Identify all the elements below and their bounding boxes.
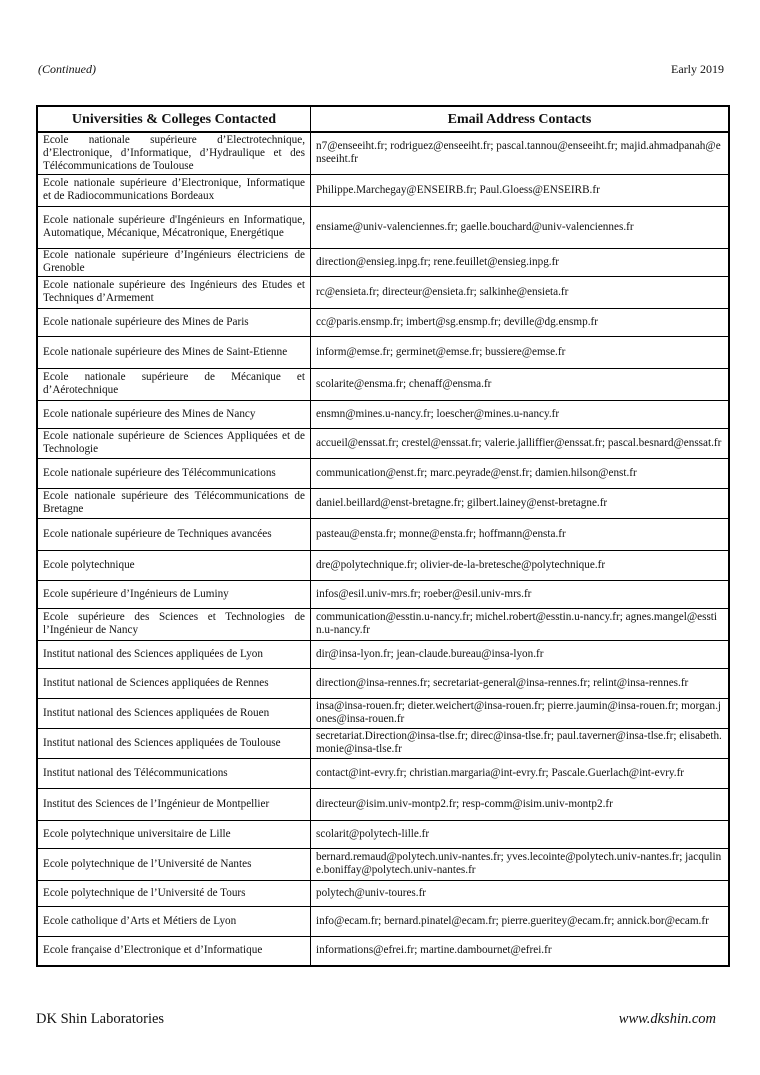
table-row: [37, 400, 729, 428]
email-cell: daniel.beillard@enst-bretagne.fr; gilbert.lainey@enst-bretagne.fr: [311, 488, 730, 518]
table-body: [37, 132, 729, 966]
email-cell: polytech@univ-toures.fr: [311, 880, 730, 906]
email-cell: secretariat.Direction@insa-tlse.fr; direc@insa-tlse.fr; paul.taverner@insa-tlse.fr; elisabeth.monie@insa-tlse.fr: [311, 728, 730, 758]
email-cell: Philippe.Marchegay@ENSEIRB.fr; Paul.Gloess@ENSEIRB.fr: [311, 174, 730, 206]
university-cell: Ecole nationale supérieure des Télécommunications de Bretagne: [37, 488, 311, 518]
university-cell: Ecole nationale supérieure des Mines de Nancy: [37, 400, 311, 428]
university-cell: Ecole nationale supérieure d’Electronique, Informatique et de Radiocommunications Bordeaux: [37, 174, 311, 206]
table-row: [37, 518, 729, 550]
university-cell: Ecole nationale supérieure des Mines de Paris: [37, 308, 311, 336]
email-cell: informations@efrei.fr; martine.dambournet@efrei.fr: [311, 936, 730, 966]
university-cell: Ecole supérieure d’Ingénieurs de Luminy: [37, 580, 311, 608]
contacts-table: [36, 105, 730, 967]
university-cell: Institut des Sciences de l’Ingénieur de Montpellier: [37, 788, 311, 820]
email-cell: scolarit@polytech-lille.fr: [311, 820, 730, 848]
table-row: [37, 640, 729, 668]
table-row: [37, 488, 729, 518]
email-cell: scolarite@ensma.fr; chenaff@ensma.fr: [311, 368, 730, 400]
table-row: [37, 206, 729, 248]
table-row: [37, 368, 729, 400]
university-cell: Ecole catholique d’Arts et Métiers de Lyon: [37, 906, 311, 936]
table-row: [37, 308, 729, 336]
table-row: [37, 848, 729, 880]
university-cell: Institut national des Sciences appliquées de Toulouse: [37, 728, 311, 758]
email-cell: dir@insa-lyon.fr; jean-claude.bureau@insa-lyon.fr: [311, 640, 730, 668]
date-label: Early 2019: [671, 62, 724, 76]
column-header-emails: Email Address Contacts: [311, 106, 730, 132]
email-cell: insa@insa-rouen.fr; dieter.weichert@insa-rouen.fr; pierre.jaumin@insa-rouen.fr; morgan.jones@insa-rouen.fr: [311, 698, 730, 728]
email-cell: infos@esil.univ-mrs.fr; roeber@esil.univ-mrs.fr: [311, 580, 730, 608]
continued-label: (Continued): [38, 62, 96, 76]
university-cell: Ecole nationale supérieure de Techniques avancées: [37, 518, 311, 550]
university-cell: Ecole nationale supérieure d’Ingénieurs électriciens de Grenoble: [37, 248, 311, 276]
university-cell: Ecole nationale supérieure d'Ingénieurs en Informatique, Automatique, Mécanique, Mécatronique, Energétique: [37, 206, 311, 248]
table-row: [37, 698, 729, 728]
table-row: [37, 276, 729, 308]
university-cell: Ecole nationale supérieure de Sciences Appliquées et de Technologie: [37, 428, 311, 458]
email-cell: accueil@enssat.fr; crestel@enssat.fr; valerie.jalliffier@enssat.fr; pascal.besnard@enssat.fr: [311, 428, 730, 458]
table-row: [37, 550, 729, 580]
email-cell: directeur@isim.univ-montp2.fr; resp-comm@isim.univ-montp2.fr: [311, 788, 730, 820]
table-row: [37, 668, 729, 698]
table-row: [37, 820, 729, 848]
email-cell: communication@esstin.u-nancy.fr; michel.robert@esstin.u-nancy.fr; agnes.mangel@esstin.u-nancy.fr: [311, 608, 730, 640]
footer-company: DK Shin Laboratories: [36, 1011, 165, 1027]
university-cell: Institut national des Sciences appliquées de Rouen: [37, 698, 311, 728]
email-cell: dre@polytechnique.fr; olivier-de-la-bretesche@polytechnique.fr: [311, 550, 730, 580]
university-cell: Ecole nationale supérieure de Mécanique et d’Aérotechnique: [37, 368, 311, 400]
table-row: [37, 906, 729, 936]
university-cell: Ecole polytechnique de l’Université de Nantes: [37, 848, 311, 880]
university-cell: Ecole polytechnique universitaire de Lille: [37, 820, 311, 848]
table-row: [37, 788, 729, 820]
table-row: [37, 608, 729, 640]
university-cell: Ecole française d’Electronique et d’Informatique: [37, 936, 311, 966]
university-cell: Ecole nationale supérieure d’Electrotechnique, d’Electronique, d’Informatique, d’Hydraulique et des Télécommunications de Toulouse: [37, 132, 311, 174]
table-row: [37, 880, 729, 906]
table-row: [37, 248, 729, 276]
email-cell: direction@insa-rennes.fr; secretariat-general@insa-rennes.fr; relint@insa-rennes.fr: [311, 668, 730, 698]
table-header-row: [37, 106, 729, 132]
university-cell: Institut national des Télécommunications: [37, 758, 311, 788]
table-row: [37, 936, 729, 966]
email-cell: bernard.remaud@polytech.univ-nantes.fr; yves.lecointe@polytech.univ-nantes.fr; jacquline.boniffay@polytech.univ-nantes.fr: [311, 848, 730, 880]
table-row: [37, 428, 729, 458]
column-header-universities: Universities & Colleges Contacted: [37, 106, 311, 132]
table-row: [37, 758, 729, 788]
footer-website: www.dkshin.com: [618, 1011, 716, 1027]
table-row: [37, 174, 729, 206]
university-cell: Ecole polytechnique de l’Université de Tours: [37, 880, 311, 906]
university-cell: Ecole nationale supérieure des Télécommunications: [37, 458, 311, 488]
email-cell: communication@enst.fr; marc.peyrade@enst.fr; damien.hilson@enst.fr: [311, 458, 730, 488]
university-cell: Institut national de Sciences appliquées de Rennes: [37, 668, 311, 698]
table-row: [37, 132, 729, 174]
email-cell: rc@ensieta.fr; directeur@ensieta.fr; salkinhe@ensieta.fr: [311, 276, 730, 308]
university-cell: Ecole nationale supérieure des Mines de Saint-Etienne: [37, 336, 311, 368]
email-cell: pasteau@ensta.fr; monne@ensta.fr; hoffmann@ensta.fr: [311, 518, 730, 550]
email-cell: cc@paris.ensmp.fr; imbert@sg.ensmp.fr; deville@dg.ensmp.fr: [311, 308, 730, 336]
email-cell: n7@enseeiht.fr; rodriguez@enseeiht.fr; pascal.tannou@enseeiht.fr; majid.ahmadpanah@enseeiht.fr: [311, 132, 730, 174]
university-cell: Ecole nationale supérieure des Ingénieurs des Etudes et Techniques d’Armement: [37, 276, 311, 308]
table-row: [37, 580, 729, 608]
email-cell: direction@ensieg.inpg.fr; rene.feuillet@ensieg.inpg.fr: [311, 248, 730, 276]
email-cell: inform@emse.fr; germinet@emse.fr; bussiere@emse.fr: [311, 336, 730, 368]
email-cell: ensiame@univ-valenciennes.fr; gaelle.bouchard@univ-valenciennes.fr: [311, 206, 730, 248]
university-cell: Institut national des Sciences appliquées de Lyon: [37, 640, 311, 668]
table-row: [37, 728, 729, 758]
email-cell: contact@int-evry.fr; christian.margaria@int-evry.fr; Pascale.Guerlach@int-evry.fr: [311, 758, 730, 788]
university-cell: Ecole supérieure des Sciences et Technologies de l’Ingénieur de Nancy: [37, 608, 311, 640]
university-cell: Ecole polytechnique: [37, 550, 311, 580]
email-cell: ensmn@mines.u-nancy.fr; loescher@mines.u-nancy.fr: [311, 400, 730, 428]
table-row: [37, 458, 729, 488]
email-cell: info@ecam.fr; bernard.pinatel@ecam.fr; pierre.gueritey@ecam.fr; annick.bor@ecam.fr: [311, 906, 730, 936]
table-row: [37, 336, 729, 368]
